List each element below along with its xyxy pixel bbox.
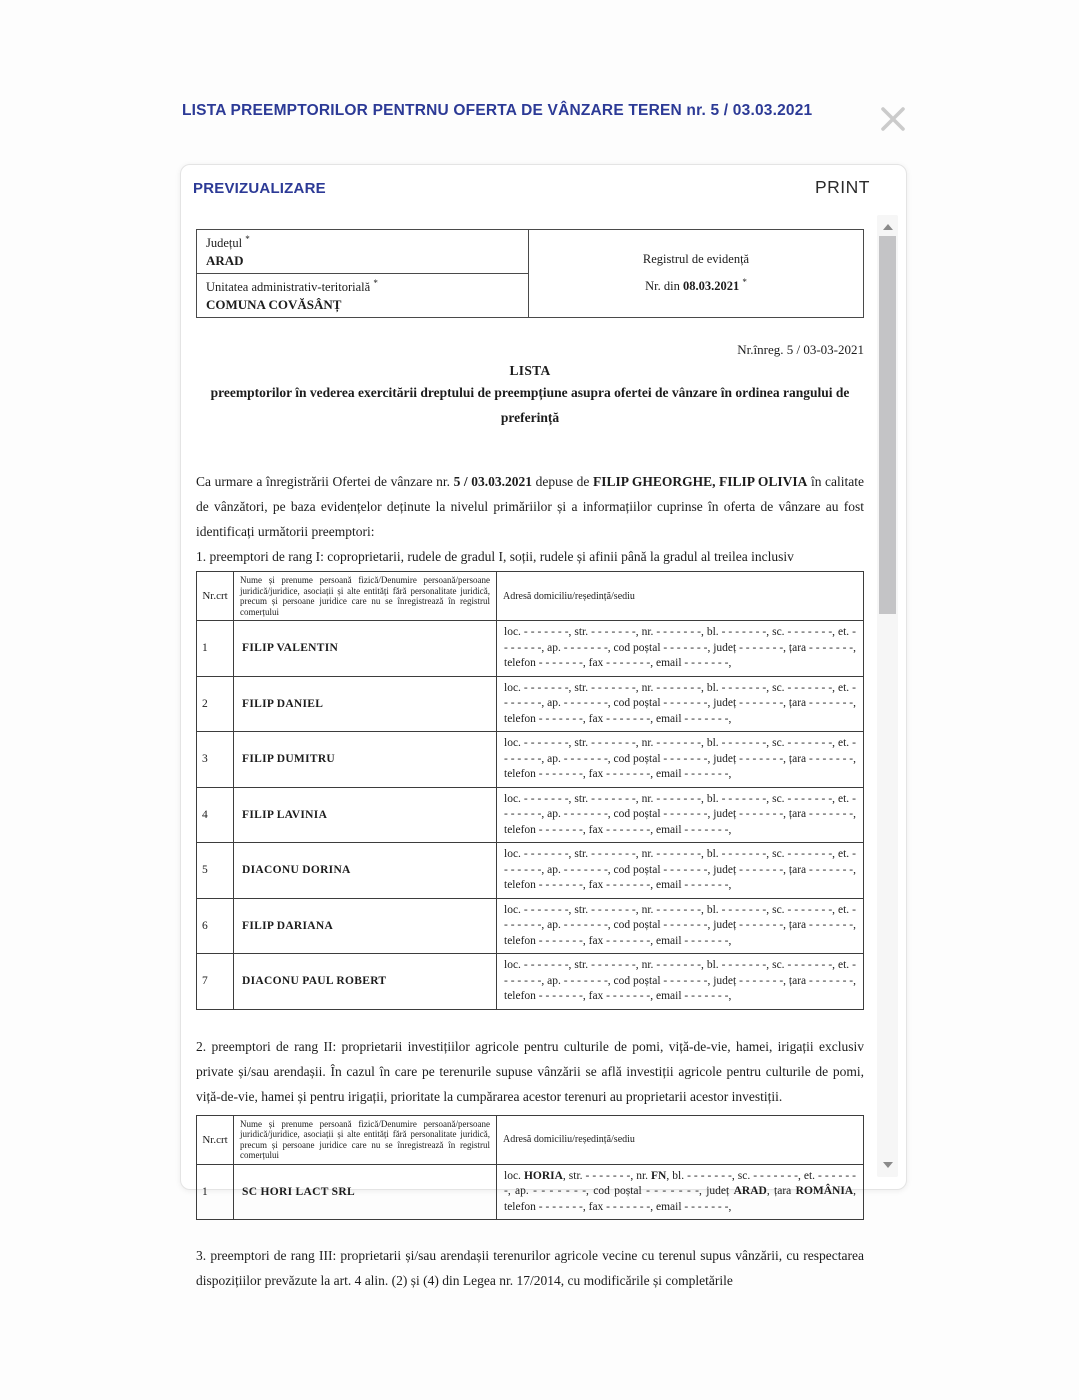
header-address: Adresă domiciliu/reședință/sediu bbox=[497, 1115, 864, 1164]
uat-value: COMUNA COVĂSÂNȚ bbox=[206, 296, 342, 312]
uat-cell: Unitatea administrativ-teritorială * COMUNA COVĂSÂNȚ bbox=[197, 274, 529, 318]
panel-title: PREVIZUALIZARE bbox=[193, 180, 326, 197]
table-header-row bbox=[197, 1115, 864, 1164]
scrollbar[interactable] bbox=[877, 215, 898, 1177]
rank2-table-body bbox=[197, 1164, 864, 1220]
table-row bbox=[197, 621, 864, 677]
preemptor-name-cell: DIACONU DORINA bbox=[234, 843, 497, 899]
rank2-table bbox=[196, 1115, 864, 1221]
scroll-up-button[interactable] bbox=[877, 217, 898, 237]
intro-paragraph: Ca urmare a înregistrării Ofertei de vânzare nr. 5 / 03.03.2021 depuse de FILIP GHEORGHE, FILIP OLIVIA în calitate de vânzători, pe baza evidențelor deținute la nivelul primăriilor și a informațiilor cuprinse în oferta de vânzare au fost identificați următorii preemptori: bbox=[196, 474, 865, 539]
preemptor-name-cell: FILIP VALENTIN bbox=[234, 621, 497, 677]
address-cell: loc. HORIA, str. - - - - - - -, nr. FN, bl. - - - - - - -, sc. - - - - - - -, et. - - - - - - -, ap. - - - - - - -, cod poștal - - - - - - -, județ ARAD, țara ROMÂNIA, telefon - - - - - - -, fax - - - - - - -, email - - - - - - -, bbox=[497, 1164, 864, 1220]
row-number-cell: 6 bbox=[197, 898, 234, 954]
address-cell: loc. - - - - - - -, str. - - - - - - -, nr. - - - - - - -, bl. - - - - - - -, sc. - - - - - - -, et. - - - - - - -, ap. - - - - - - -, cod poștal - - - - - - -, județ - - - - - - -, țara - - - - - - -, telefon - - - - - - -, fax - - - - - - -, email - - - - - - -, bbox=[497, 787, 864, 843]
preemptor-name-cell: SC HORI LACT SRL bbox=[234, 1164, 497, 1220]
table-row bbox=[197, 843, 864, 899]
document-subtitle: preemptorilor în vederea exercitării dreptului de preempțiune asupra ofertei de vânzare în ordinea rangului de preferință bbox=[210, 385, 850, 425]
preview-panel bbox=[180, 164, 907, 1288]
rank1-table-body bbox=[197, 621, 864, 1010]
registru-number: Nr. din 08.03.2021 * bbox=[645, 277, 747, 294]
table-row bbox=[197, 676, 864, 732]
row-number-cell: 1 bbox=[197, 621, 234, 677]
address-cell: loc. - - - - - - -, str. - - - - - - -, nr. - - - - - - -, bl. - - - - - - -, sc. - - - - - - -, et. - - - - - - -, ap. - - - - - - -, cod poștal - - - - - - -, județ - - - - - - -, țara - - - - - - -, telefon - - - - - - -, fax - - - - - - -, email - - - - - - -, bbox=[497, 621, 864, 677]
preemptor-name-cell: DIACONU PAUL ROBERT bbox=[234, 954, 497, 1010]
row-number-cell: 1 bbox=[197, 1164, 234, 1220]
judet-cell bbox=[197, 230, 529, 274]
uat-label: Unitatea administrativ-teritorială bbox=[206, 280, 371, 295]
document-preview bbox=[196, 229, 864, 1293]
row-number-cell: 4 bbox=[197, 787, 234, 843]
header-nr: Nr.crt bbox=[197, 572, 234, 621]
row-number-cell: 2 bbox=[197, 676, 234, 732]
triangle-up-icon bbox=[883, 224, 893, 230]
preemptor-name-cell: FILIP LAVINIA bbox=[234, 787, 497, 843]
header-address: Adresă domiciliu/reședință/sediu bbox=[497, 572, 864, 621]
table-row bbox=[197, 1164, 864, 1220]
judet-value: ARAD bbox=[206, 252, 244, 268]
table-header-row bbox=[197, 572, 864, 621]
address-cell: loc. - - - - - - -, str. - - - - - - -, nr. - - - - - - -, bl. - - - - - - -, sc. - - - - - - -, et. - - - - - - -, ap. - - - - - - -, cod poștal - - - - - - -, județ - - - - - - -, țara - - - - - - -, telefon - - - - - - -, fax - - - - - - -, email - - - - - - -, bbox=[497, 954, 864, 1010]
registru-label: Registrul de evidență bbox=[642, 252, 750, 267]
row-number-cell: 3 bbox=[197, 732, 234, 788]
preemptor-name-cell: FILIP DUMITRU bbox=[234, 732, 497, 788]
rank1-intro: 1. preemptori de rang I: coproprietarii, rudele de gradul I, soții, rudele și afinii până la gradul al treilea inclusiv bbox=[196, 549, 794, 564]
table-row bbox=[197, 898, 864, 954]
preemptor-name-cell: FILIP DARIANA bbox=[234, 898, 497, 954]
document-title: LISTA bbox=[509, 363, 551, 378]
address-cell: loc. - - - - - - -, str. - - - - - - -, nr. - - - - - - -, bl. - - - - - - -, sc. - - - - - - -, et. - - - - - - -, ap. - - - - - - -, cod poștal - - - - - - -, județ - - - - - - -, țara - - - - - - -, telefon - - - - - - -, fax - - - - - - -, email - - - - - - -, bbox=[497, 898, 864, 954]
row-number-cell: 7 bbox=[197, 954, 234, 1010]
row-number-cell: 5 bbox=[197, 843, 234, 899]
asterisk: * bbox=[245, 234, 250, 245]
header-table bbox=[196, 229, 864, 318]
table-row bbox=[197, 787, 864, 843]
address-cell: loc. - - - - - - -, str. - - - - - - -, nr. - - - - - - -, bl. - - - - - - -, sc. - - - - - - -, et. - - - - - - -, ap. - - - - - - -, cod poștal - - - - - - -, județ - - - - - - -, țara - - - - - - -, telefon - - - - - - -, fax - - - - - - -, email - - - - - - -, bbox=[497, 676, 864, 732]
table-row bbox=[197, 954, 864, 1010]
rank1-table bbox=[196, 571, 864, 1010]
rank3-paragraph: 3. preemptori de rang III: proprietarii și/sau arendașii terenurilor agricole vecine cu terenul supus vânzării, cu respectarea dispozițiilor prevăzute la art. 4 alin. (2) și (4) din Legea nr. 17/2014, cu modificările și completările bbox=[196, 1248, 864, 1288]
header-name: Nume și prenume persoană fizică/Denumire persoană/persoane juridică/juridice, asociații și alte entități fără personalitate juridică, precum și persoane juridice care nu se înregistrează în registrul comerțului bbox=[234, 1115, 497, 1164]
scroll-down-button[interactable] bbox=[877, 1155, 898, 1175]
address-cell: loc. - - - - - - -, str. - - - - - - -, nr. - - - - - - -, bl. - - - - - - -, sc. - - - - - - -, et. - - - - - - -, ap. - - - - - - -, cod poștal - - - - - - -, județ - - - - - - -, țara - - - - - - -, telefon - - - - - - -, fax - - - - - - -, email - - - - - - -, bbox=[497, 843, 864, 899]
print-button[interactable]: PRINT bbox=[815, 177, 870, 197]
registru-cell bbox=[529, 230, 864, 318]
header-nr: Nr.crt bbox=[197, 1115, 234, 1164]
page-title: LISTA PREEMPTORILOR PENTRNU OFERTA DE VÂNZARE TEREN nr. 5 / 03.03.2021 bbox=[182, 102, 813, 119]
close-icon bbox=[876, 102, 910, 141]
registration-number: Nr.înreg. 5 / 03-03-2021 bbox=[737, 342, 864, 357]
preemptor-name-cell: FILIP DANIEL bbox=[234, 676, 497, 732]
table-row bbox=[197, 732, 864, 788]
address-cell: loc. - - - - - - -, str. - - - - - - -, nr. - - - - - - -, bl. - - - - - - -, sc. - - - - - - -, et. - - - - - - -, ap. - - - - - - -, cod poștal - - - - - - -, județ - - - - - - -, țara - - - - - - -, telefon - - - - - - -, fax - - - - - - -, email - - - - - - -, bbox=[497, 732, 864, 788]
judet-label: Județul bbox=[206, 236, 243, 251]
close-button[interactable] bbox=[872, 100, 914, 142]
header-name: Nume și prenume persoană fizică/Denumire persoană/persoane juridică/juridice, asociații și alte entități fără personalitate juridică, precum și persoane juridice care nu se înregistrează în registrul comerțului bbox=[234, 572, 497, 621]
triangle-down-icon bbox=[883, 1162, 893, 1168]
scrollbar-thumb[interactable] bbox=[879, 236, 896, 614]
rank2-paragraph: 2. preemptori de rang II: proprietarii investițiilor agricole pentru culturile de pomi, viță-de-vie, hamei, irigații exclusiv private și/sau arendașii. În cazul în care pe terenurile supuse vânzării se află investiții agricole pentru culturile de pomi, viță-de-vie, hamei și pentru irigații, prioritate la cumpărarea acestor terenuri au proprietarii acestor investiții. bbox=[196, 1038, 864, 1104]
